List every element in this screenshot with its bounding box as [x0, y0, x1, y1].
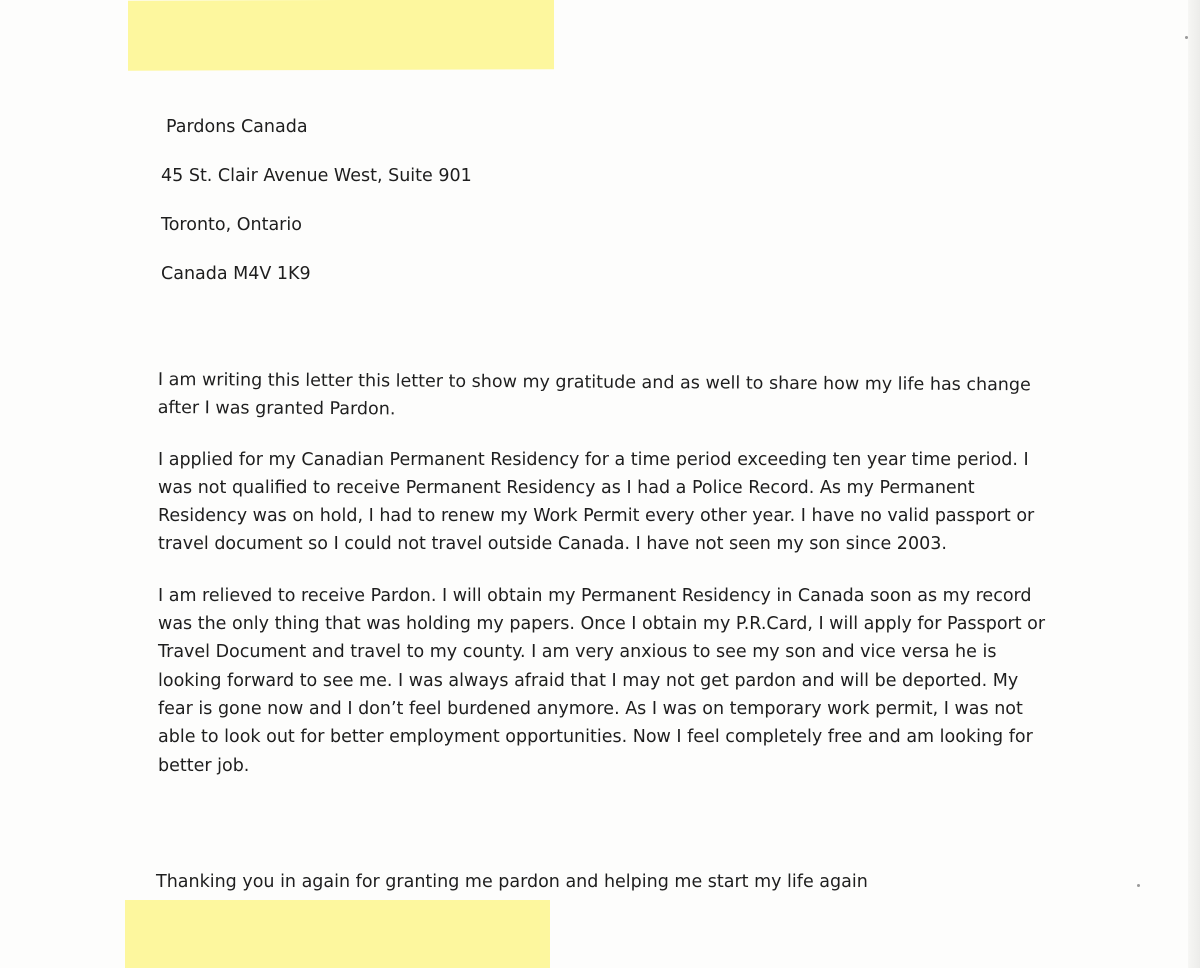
- scan-speck: [1137, 884, 1140, 887]
- body-paragraph-3: I am relieved to receive Pardon. I will obtain my Permanent Residency in Canada soon as my record was the only thing that was holding my papers. Once I obtain my P.R.Card, I will apply for Passport or Travel Document and travel to my county. I am very anxious to see my son and vice versa he is looking forward to see me. I was always afraid that I may not get pardon and will be deported. My fear is gone now and I don’t feel burdened anymore. As I was on temporary work permit, I was not able to look out for better employment opportunities. Now I feel completely free and am looking for better job.: [158, 585, 1046, 776]
- scan-page-edge: [1188, 0, 1200, 968]
- recipient-city: Toronto, Ontario: [161, 215, 302, 235]
- body-paragraph-2: I applied for my Canadian Permanent Residency for a time period exceeding ten year time period. I was not qualified to receive Permanent Residency as I had a Police Record. As my Permanent Residency was on hold, I had to renew my Work Permit every other year. I have no valid passport or travel document so I could not travel outside Canada. I have not seen my son since 2003.: [158, 449, 1035, 555]
- letter-body: [158, 366, 1058, 803]
- body-paragraph-1: I am writing this letter this letter to show my gratitude and as well to share how my life has change after I was granted Pardon.: [157, 369, 1031, 420]
- scan-speck: [1185, 36, 1188, 39]
- recipient-name: Pardons Canada: [166, 117, 308, 137]
- recipient-address-block: [161, 115, 472, 311]
- recipient-street: 45 St. Clair Avenue West, Suite 901: [161, 166, 472, 186]
- recipient-country-postal: Canada M4V 1K9: [161, 264, 311, 284]
- redaction-block-bottom: [125, 900, 550, 968]
- letter-closing: Thanking you in again for granting me pardon and helping me start my life again: [156, 872, 868, 892]
- redaction-block-top: [128, 0, 554, 71]
